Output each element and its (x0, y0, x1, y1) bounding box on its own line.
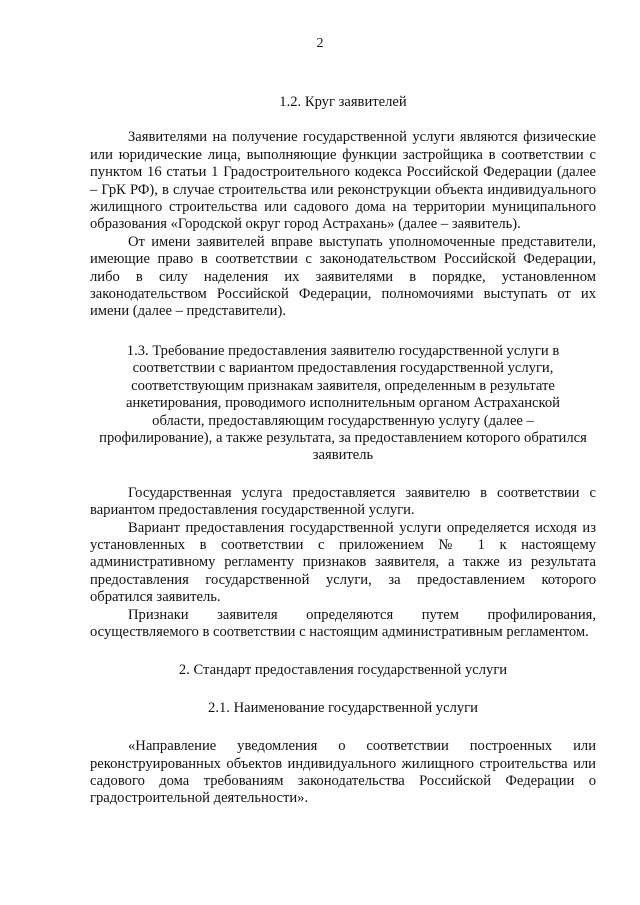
section-1-2-paragraph-2: От имени заявителей вправе выступать уполномоченные представители, имеющие право в соответствии с законодательством Российской Федерации, либо в силу наделения их заявителями в порядке, установленном законодательством Российской Федерации, полномочиями выступать от их имени (далее – представители). (90, 233, 596, 320)
section-1-3-paragraph-3: Признаки заявителя определяются путем профилирования, осуществляемого в соответствии с настоящим административным регламентом. (90, 606, 596, 640)
section-2-1-paragraph-1: «Направление уведомления о соответствии построенных или реконструированных объектов индивидуального жилищного строительства или садового дома требованиям законодательства Российской Федерации о градостроительной деятельности». (90, 738, 596, 807)
section-2-heading: 2. Стандарт предоставления государственной услуги (178, 662, 508, 679)
section-2-1-heading: 2.1. Наименование государственной услуги (208, 699, 478, 716)
section-1-3-paragraph-1: Государственная услуга предоставляется заявителю в соответствии с вариантом предоставления государственной услуги. (90, 484, 596, 519)
section-1-2-paragraph-1: Заявителями на получение государственной услуги являются физические или юридические лица, выполняющие функции застройщика в соответствии с пунктом 16 статьи 1 Градостроительного кодекса Российской Федерации (далее – ГрК РФ), в случае строительства или реконструкции объекта индивидуального жилищного строительства или садового дома на территории муниципального образования «Городской округ город Астрахань» (далее – заявитель). (90, 129, 596, 233)
section-1-3-paragraph-2: Вариант предоставления государственной услуги определяется исходя из установленных в соответствии с приложением № 1 к настоящему административному регламенту признаков заявителя, а также из результата предоставления государственной услуги, за предоставлением которого обратился заявитель. (90, 519, 596, 606)
section-1-3-heading: 1.3. Требование предоставления заявителю государственной услуги в соответствии с вариантом предоставления государственной услуги, соответствующим признакам заявителя, определенным в результате анкетирования, проводимого исполнительным органом Астраханской области, предоставляющим государственную услугу (далее – профилирование), а также результата, за предоставлением которого обратился заявитель (99, 342, 587, 464)
document-body (90, 94, 596, 808)
section-1-2-heading: 1.2. Круг заявителей (279, 94, 407, 110)
page-number: 2 (316, 36, 324, 51)
